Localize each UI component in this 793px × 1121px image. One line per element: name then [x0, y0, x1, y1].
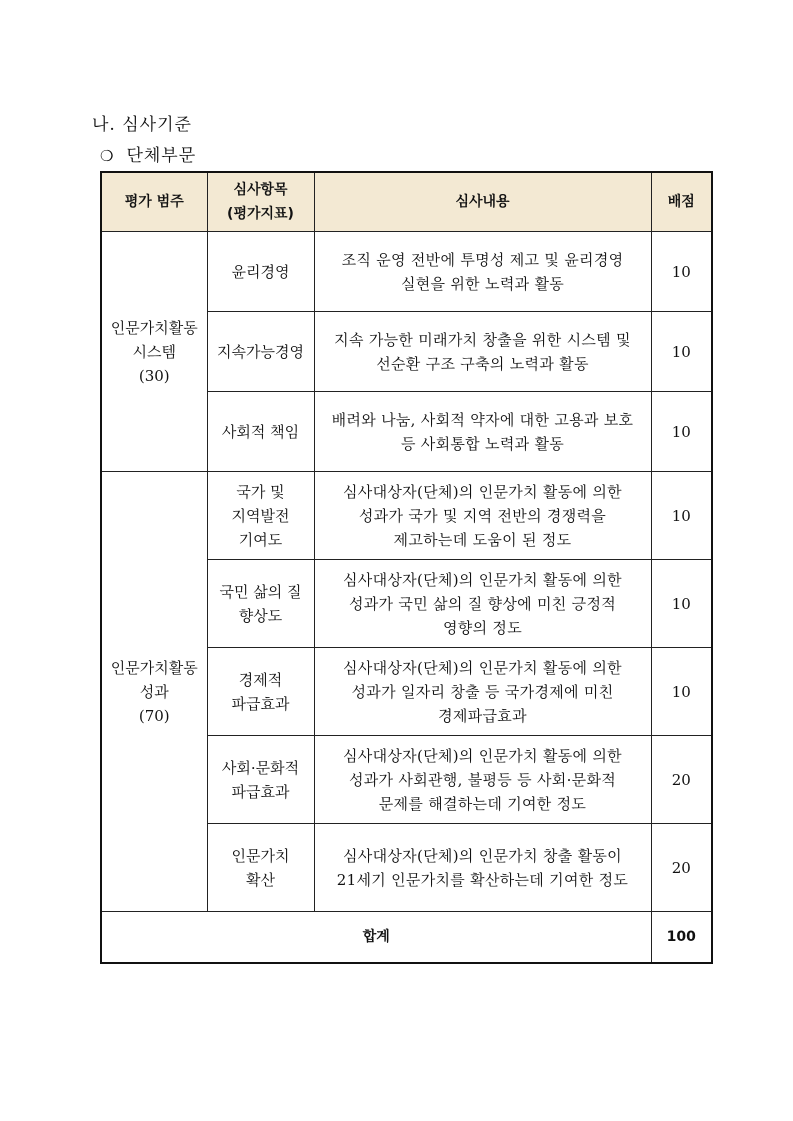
item-line: 국가 및: [236, 482, 285, 501]
content-cell: [314, 392, 651, 472]
content-cell: [314, 472, 651, 560]
header-item-line: (평가지표): [227, 206, 294, 222]
item-line: 국민 삶의 질: [219, 582, 302, 601]
score-cell: 10: [651, 232, 712, 312]
content-line: 심사대상자(단체)의 인문가치 활동에 의한: [343, 570, 622, 589]
circle-bullet-icon: ❍: [100, 147, 115, 165]
header-item-line: 심사항목: [233, 182, 288, 198]
total-score: 100: [651, 912, 712, 964]
category-line: 인문가치활동: [110, 318, 198, 337]
section-title: 나. 심사기준: [92, 115, 192, 135]
total-row: [101, 912, 712, 964]
category-cell: [101, 232, 207, 472]
content-line: 조직 운영 전반에 투명성 제고 및 윤리경영: [341, 250, 624, 269]
content-line: 21세기 인문가치를 확산하는데 기여한 정도: [336, 870, 629, 889]
content-cell: [314, 560, 651, 648]
criteria-table: [100, 171, 713, 964]
content-line: 배려와 나눔, 사회적 약자에 대한 고용과 보호: [331, 410, 634, 429]
content-line: 심사대상자(단체)의 인문가치 활동에 의한: [343, 658, 622, 677]
score-cell: 20: [651, 824, 712, 912]
content-line: 지속 가능한 미래가치 창출을 위한 시스템 및: [334, 330, 631, 349]
content-line: 심사대상자(단체)의 인문가치 활동에 의한: [343, 746, 622, 765]
content-line: 등 사회통합 노력과 활동: [400, 434, 565, 453]
item-line: 인문가치: [231, 846, 290, 865]
content-line: 성과가 사회관행, 불평등 등 사회·문화적: [348, 770, 617, 789]
item-cell: [207, 312, 314, 392]
table-row: [101, 232, 712, 312]
item-line: 파급효과: [231, 694, 290, 713]
content-line: 문제를 해결하는데 기여한 정도: [378, 794, 587, 813]
item-cell: [207, 736, 314, 824]
category-cell: [101, 472, 207, 912]
item-cell: [207, 560, 314, 648]
score-cell: 10: [651, 648, 712, 736]
category-line: 성과: [139, 682, 169, 701]
category-line: (30): [138, 366, 170, 385]
category-line: 시스템: [132, 342, 176, 361]
content-line: 실현을 위한 노력과 활동: [400, 274, 565, 293]
category-line: 인문가치활동: [110, 658, 198, 677]
content-line: 심사대상자(단체)의 인문가치 창출 활동이: [343, 846, 622, 865]
content-line: 심사대상자(단체)의 인문가치 활동에 의한: [343, 482, 622, 501]
content-cell: [314, 232, 651, 312]
content-line: 성과가 국민 삶의 질 향상에 미친 긍정적: [348, 594, 617, 613]
category-line: (70): [138, 706, 170, 725]
score-cell: 10: [651, 472, 712, 560]
item-cell: [207, 648, 314, 736]
score-cell: 10: [651, 560, 712, 648]
item-line: 기여도: [238, 530, 283, 549]
content-line: 제고하는데 도움이 된 정도: [393, 530, 572, 549]
content-cell: [314, 736, 651, 824]
table-row: [101, 472, 712, 560]
total-label: 합계: [101, 912, 651, 964]
item-line: 윤리경영: [231, 262, 290, 281]
content-line: 선순환 구조 구축의 노력과 활동: [376, 354, 589, 373]
subsection-title: [100, 141, 196, 166]
content-cell: [314, 312, 651, 392]
item-line: 경제적: [238, 670, 283, 689]
item-cell: [207, 824, 314, 912]
subsection-title-text: 단체부문: [126, 146, 197, 166]
table-header-row: [101, 172, 712, 232]
content-line: 성과가 국가 및 지역 전반의 경쟁력을: [358, 506, 607, 525]
content-cell: [314, 824, 651, 912]
item-line: 지속가능경영: [217, 342, 304, 361]
header-score: 배점: [651, 172, 712, 232]
item-cell: [207, 472, 314, 560]
item-line: 향상도: [238, 606, 283, 625]
score-cell: 20: [651, 736, 712, 824]
item-cell: [207, 392, 314, 472]
content-line: 성과가 일자리 창출 등 국가경제에 미친: [351, 682, 614, 701]
score-cell: 10: [651, 392, 712, 472]
item-line: 사회·문화적: [221, 758, 300, 777]
score-cell: 10: [651, 312, 712, 392]
header-content: 심사내용: [314, 172, 651, 232]
content-line: 영향의 정도: [442, 618, 523, 637]
item-cell: [207, 232, 314, 312]
content-cell: [314, 648, 651, 736]
header-category: 평가 범주: [101, 172, 207, 232]
item-line: 확산: [246, 870, 275, 889]
content-line: 경제파급효과: [438, 706, 527, 725]
item-line: 지역발전: [231, 506, 290, 525]
header-item: [207, 172, 314, 232]
item-line: 파급효과: [231, 782, 290, 801]
item-line: 사회적 책임: [221, 422, 300, 441]
